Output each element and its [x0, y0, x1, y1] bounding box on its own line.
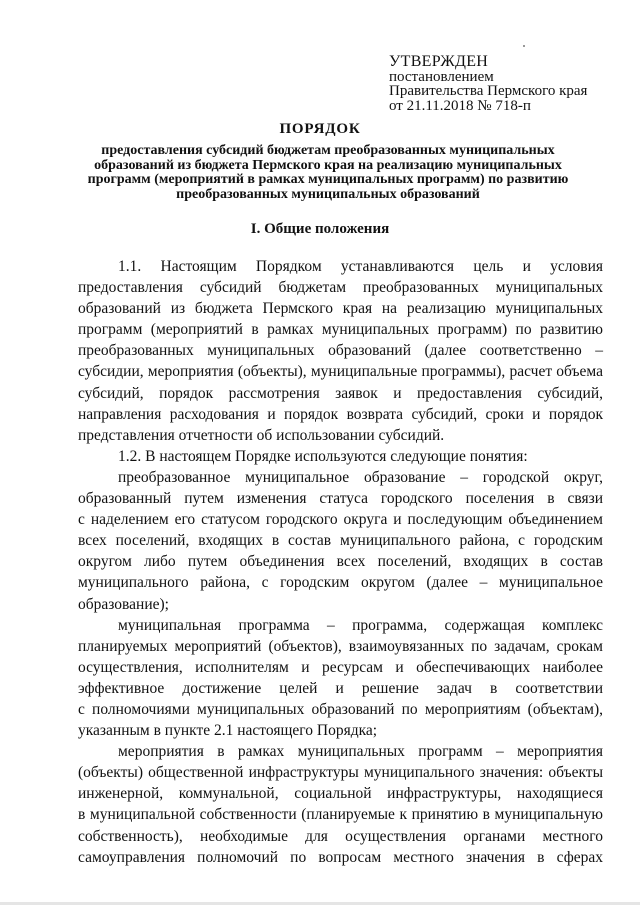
section-heading: I. Общие положения: [250, 221, 390, 237]
body-line: с полномочиями муниципальных образований по мероприятиям (объектам),: [78, 700, 603, 718]
body-line: образованный путем изменения статуса городского поселения в связи: [78, 490, 603, 508]
body-line: образование);: [78, 595, 169, 613]
body-line: образований из бюджета Пермского края на реализацию муниципальных: [78, 300, 603, 318]
document-body: [78, 256, 603, 868]
body-line: указанным в пункте 2.1 настоящего Порядка;: [78, 722, 378, 740]
scan-speck: [523, 45, 525, 47]
body-line: мероприятия в рамках муниципальных программ – мероприятия: [118, 743, 603, 761]
body-line: направления расходования и порядок возврата субсидий, сроки и порядок: [78, 405, 603, 423]
body-line: программ (мероприятий в рамках муниципальных программ) по развитию: [78, 321, 603, 339]
body-line: 1.1. Настоящим Порядком устанавливаются цель и условия: [118, 258, 603, 275]
approval-heading: УТВЕРЖДЕН: [389, 53, 489, 70]
body-line: преобразованных муниципальных образований (далее соответственно –: [78, 342, 603, 360]
body-line: с наделением его статусом городского округа и последующим объединением: [78, 511, 603, 529]
document-title: ПОРЯДОК: [279, 121, 361, 137]
body-line: собственность), необходимые для осуществления органами местного: [78, 827, 603, 845]
body-line: муниципальная программа – программа, содержащая комплекс: [118, 616, 603, 634]
approval-date: от 21.11.2018 № 718-п: [389, 97, 531, 114]
body-line: представления отчетности об использовании субсидий.: [78, 426, 445, 444]
body-line: инженерной, коммунальной, социальной инфраструктуры, находящиеся: [78, 785, 603, 803]
body-line: (объекты) общественной инфраструктуры муниципального значения: объекты: [78, 764, 603, 782]
approval-line: постановлением: [389, 68, 494, 85]
body-line: предоставления субсидий бюджетам преобразованных муниципальных: [78, 279, 603, 297]
body-line: субсидий, порядок рассмотрения заявок и предоставления субсидий,: [78, 384, 603, 402]
body-line: эффективное достижение целей и решение задач в соответствии: [78, 679, 603, 697]
approval-line: Правительства Пермского края: [389, 83, 588, 99]
subtitle-line: предоставления субсидий бюджетам преобразованных муниципальных: [101, 143, 555, 158]
subtitle-line: программ (мероприятий в рамках муниципальных программ) по развитию: [87, 172, 569, 188]
document-subtitle: [75, 144, 581, 202]
body-line: осуществления, исполнителям и ресурсам и обеспечивающих наиболее: [78, 658, 603, 676]
body-line: планируемых мероприятий (объектов), взаимоувязанных по задачам, срокам: [78, 637, 603, 655]
subtitle-line: преобразованных муниципальных образований: [176, 186, 480, 202]
body-line: самоуправления полномочий по вопросам местного значения в сферах: [78, 848, 603, 866]
body-line: в муниципальной собственности (планируемые к принятию в муниципальную: [78, 806, 603, 824]
body-line: всех поселений, входящих в состав муниципального района, с городским: [78, 532, 603, 550]
body-line: преобразованное муниципальное образование – городской округ,: [118, 468, 603, 486]
body-line: округом либо путем объединения всех поселений, входящих в состав: [78, 553, 603, 571]
approval-stamp: [389, 55, 587, 113]
subtitle-line: образований из бюджета Пермского края на реализацию муниципальных: [94, 157, 562, 173]
body-line: 1.2. В настоящем Порядке используются следующие понятия:: [118, 447, 528, 465]
body-line: муниципального района, с городским округом (далее – муниципальное: [78, 574, 603, 592]
body-line: субсидии, мероприятия (объекты), муниципальные программы), расчет объема: [78, 363, 603, 381]
